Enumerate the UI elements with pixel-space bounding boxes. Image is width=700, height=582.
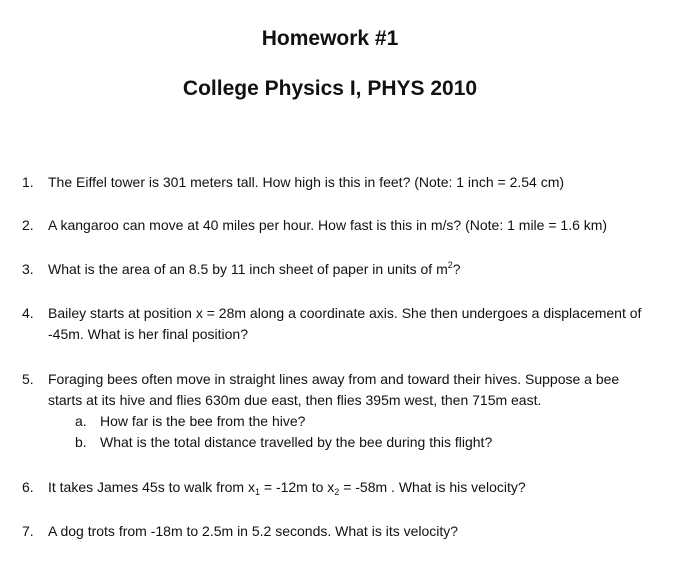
sub-question-letter: a. — [75, 413, 87, 429]
question-number: 5. — [22, 371, 34, 387]
question-text: A kangaroo can move at 40 miles per hour. How fast is this in m/s? (Note: 1 mile = 1.6 km) — [48, 217, 608, 233]
question-text-part: = -12m to x — [259, 479, 335, 495]
question-text — [48, 477, 668, 498]
question-text-part: = -58m . What is his velocity? — [339, 479, 526, 495]
question-text — [48, 369, 668, 411]
question-text: A dog trots from -18m to 2.5m in 5.2 seconds. What is its velocity? — [48, 523, 459, 539]
question-text: The Eiffel tower is 301 meters tall. How high is this in feet? (Note: 1 inch = 2.54 cm) — [48, 174, 565, 190]
question-text — [48, 303, 668, 345]
sub-question-text: How far is the bee from the hive? — [100, 413, 306, 429]
question-text-part: It takes James 45s to walk from x — [48, 479, 255, 495]
question-number: 4. — [22, 305, 34, 321]
sub-question-text: What is the total distance travelled by the bee during this flight? — [100, 434, 493, 450]
question-number: 7. — [22, 523, 34, 539]
document-title: Homework #1 — [261, 27, 399, 50]
question-line: Bailey starts at position x = 28m along a coordinate axis. She then undergoes a displacement of — [48, 305, 642, 321]
subscript: 2 — [334, 487, 340, 497]
question-text — [48, 259, 668, 280]
subscript: 1 — [254, 487, 260, 497]
question-line: -45m. What is her final position? — [48, 326, 248, 342]
course-title: College Physics I, PHYS 2010 — [182, 77, 478, 100]
sub-question-letter: b. — [75, 434, 87, 450]
question-number: 6. — [22, 479, 34, 495]
question-line: starts at its hive and flies 630m due east, then flies 395m west, then 715m east. — [48, 392, 542, 408]
question-line: Foraging bees often move in straight lines away from and toward their hives. Suppose a bee — [48, 371, 620, 387]
question-text-part: ? — [452, 261, 461, 277]
question-number: 3. — [22, 261, 34, 277]
question-number: 2. — [22, 217, 34, 233]
question-text-part: What is the area of an 8.5 by 11 inch sheet of paper in units of m — [48, 261, 448, 277]
superscript: 2 — [447, 260, 453, 270]
question-number: 1. — [22, 174, 34, 190]
